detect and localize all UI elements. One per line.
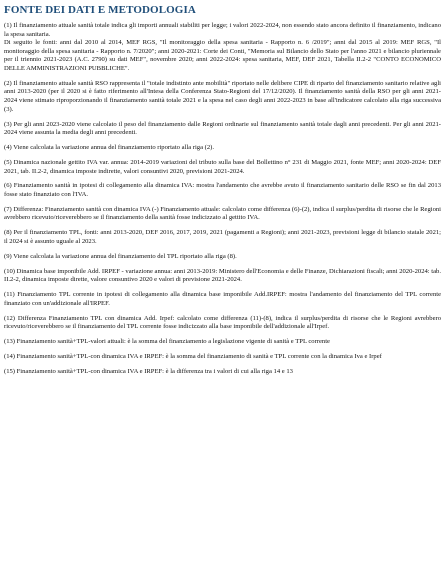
note-7: (7) Differenza: Finanziamento sanità con dinamica IVA (-) Finanziamento attuale: calcolato come differenza (6)-(2), indica il surplus/perdita di risorse che le Regioni avrebbero ricevuto/riceverebbero se il finanziamento della sanità fosse indicizzato al gettito IVA. [4, 205, 441, 222]
note-4: (4) Viene calcolata la variazione annua del finanziamento riportato alla riga (2). [4, 144, 215, 152]
section-title: FONTE DEI DATI E METODOLOGIA [4, 4, 196, 16]
note-12: (12) Differenza Finanziamento TPL con dinamica Add. Irpef: calcolato come differenza (11)-(8), indica il surplus/perdita di risorse che le Regioni avrebbero ricevuto/riceverebbero se il finanziamento del TPL corrente fosse indicizzato alla base imponibile dell'addizionale all'Irpef. [4, 314, 441, 331]
note-10: (10) Dinamica base imponibile Add. IRPEF - variazione annua: anni 2013-2019: Ministero dell'Economia e delle Finanze, Dichiarazioni fiscali; anni 2020-2024: tab. II.2-2, dinamica imposte dirette, valore consuntivo 2020 e valori di previsione 2021-2024. [4, 267, 441, 284]
note-8: (8) Per il finanziamento TPL, fonti: anni 2013-2020, DEF 2016, 2017, 2019, 2021 (pagamenti a Regioni); anni 2021-2023, previsioni legge di bilancio statale 2021; il 2024 si è assunto uguale al 2023. [4, 229, 441, 245]
notes-list [4, 22, 441, 377]
note-14: (14) Finanziamento sanità+TPL-con dinamica IVA e IRPEF: è la somma del finanziamento di sanità e TPL corrente con la dinamica Iva e Irpef [4, 353, 382, 361]
note-15: (15) Finanziamento sanità+TPL-con dinamica IVA e IRPEF: è la differenza tra i valori di cui alla riga 14 e 13 [4, 367, 293, 375]
note-3: (3) Per gli anni 2023-2020 viene calcolato il peso del finanziamento dalle Regioni ordinarie sul finanziamento sanità totale dagli anni precedenti. Per gli anni 2021-2024 viene assunta la media degli anni precedenti. [4, 120, 441, 137]
note-11: (11) Finanziamento TPL corrente in ipotesi di collegamento alla dinamica base imponibile Add.IRPEF: mostra l'andamento del finanziamento del TPL corrente finanziato con un'addizionale all'IRPEF. [4, 291, 441, 307]
note-1: (1) Il finanziamento attuale sanità totale indica gli importi annuali stabiliti per legge; i valori 2022-2024, non essendo stato ancora definito il finanziamento, indicano la spesa sanitaria. Di seguito le fonti: anni dal 2010 al 2014, MEF RGS, "Il monitoraggio della spesa sanitaria - Rapporto n. 6 /2019"; anni dal 2015 al 2019: MEF RGS, "Il monitoraggio della spesa sanitaria - Rapporto n. 7/2020"; anni 2020-2021: Corte dei Conti, "Memoria sul Bilancio dello Stato per l'anno 2021 e bilancio pluriennale per il triennio 2021-2023 (A.C. 2790) su dati MEF", novembre 2020; anni 2022-2024: spesa sanitaria, MEF, DEF 2021, Tabella II.2-2 "CONTO ECONOMICO DELLE AMMINISTRAZIONI PUBBLICHE". [4, 22, 441, 72]
note-13: (13) Finanziamento sanità+TPL-valori attuali: è la somma del finanziamento a legislazione vigente di sanità e TPL corrente [4, 338, 330, 346]
note-6: (6) Finanziamento sanità in ipotesi di collegamento alla dinamica IVA: mostra l'andamento che avrebbe avuto il finanziamento sanitario delle RSO se fin dal 2013 fosse stato finanziato con l'IVA. [4, 182, 441, 198]
note-9: (9) Viene calcolata la variazione annua del finanziamento del TPL riportato alla riga (8). [4, 252, 237, 260]
note-2: (2) Il finanziamento attuale sanità RSO rappresenta il "totale indistinto ante mobilità" riportato nelle delibere CIPE di riparto del finanziamento sanitario relative agli anni 2013-2020 (per il 2020 si è fatto riferimento all'Intesa della Conferenza Stato-Regioni del 17/12/2020). Il finanziamento sanità della RSO per gli anni 2021-2024 viene stimato riproporzionando il finanziamento sanità totale 2021 e la spesa nel caso degli anni 2022-2023 in base all'indicatore calcolato alla riga successiva (3). [4, 79, 441, 113]
note-5: (5) Dinamica nazionale gettito IVA var. annua: 2014-2019 variazioni del tributo sulla base del Bollettino n° 231 di Maggio 2021, fonte MEF; anni 2020-2024: DEF 2021, tab. II.2-2, dinamica imposte indirette, valori consuntivi 2020, previsioni 2021-2024. [4, 158, 441, 175]
